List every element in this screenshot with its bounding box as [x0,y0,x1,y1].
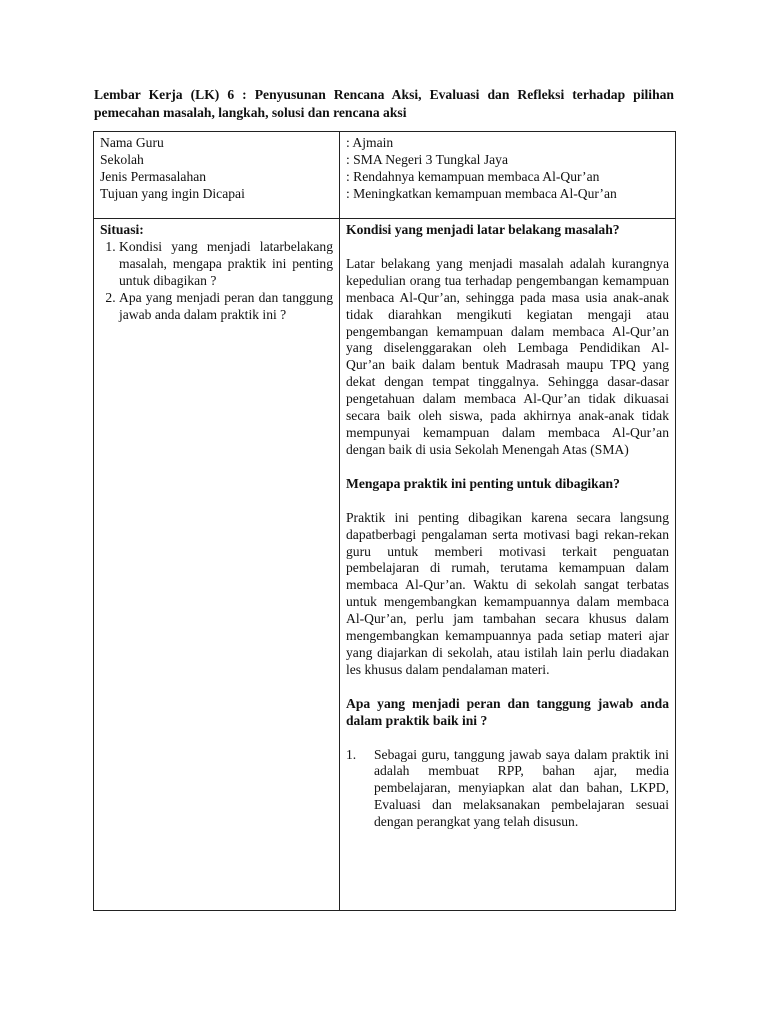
situation-item: 1. Kondisi yang menjadi latarbelakang masalah, mengapa praktik ini penting untuk dibagikan ? [119,239,333,290]
q3-heading: Apa yang menjadi peran dan tanggung jawab anda dalam praktik baik ini ? [346,695,669,728]
situation-item: 2. Apa yang menjadi peran dan tanggung jawab anda dalam praktik ini ? [119,290,333,324]
value-sekolah: : SMA Negeri 3 Tungkal Jaya [346,151,508,167]
q2-heading: Mengapa praktik ini penting untuk dibagikan? [346,475,620,491]
value-tujuan: : Meningkatkan kemampuan membaca Al-Qur’an [346,185,617,201]
value-jenis-permasalahan: : Rendahnya kemampuan membaca Al-Qur’an [346,168,600,184]
label-jenis-permasalahan: Jenis Permasalahan [100,168,207,184]
situation-list [100,239,333,324]
value-nama-guru: : Ajmain [346,135,394,150]
identity-row [94,132,676,219]
situation-cell [94,219,340,911]
worksheet-title: Lembar Kerja (LK) 6 : Penyusunan Rencana Aksi, Evaluasi dan Refleksi terhadap pilihan pemecahan masalah, langkah, solusi dan rencana aksi [94,87,674,120]
q1-heading: Kondisi yang menjadi latar belakang masalah? [346,222,620,237]
q2-answer: Praktik ini penting dibagikan karena secara langsung dapatberbagi pengalaman serta motivasi bagi rekan-rekan guru untuk memberi motivasi terkait penguatan pembelajaran di rumah, terutama kemampuan dalam membaca Al-Qur’an. Waktu di sekolah sangat terbatas untuk mengembangkan kemampuannya dalam membaca Al-Qur’an, perlu jam tambahan secara khusus dalam mengembangkan kemampuannya pada setiap materi ajar yang diajarkan di sekolah, atau istilah lain perlu diadakan les khusus dalam pendalaman materi. [346,509,669,677]
q3-list-item [346,747,669,832]
q3-item-text: Sebagai guru, tanggung jawab saya dalam praktik ini adalah membuat RPP, bahan ajar, media pembelajaran, menyiapkan alat dan bahan, LKPD, Evaluasi dan melaksanakan pembelajaran sesuai dengan perangkat yang telah disusun. [374,746,669,830]
label-sekolah: Sekolah [100,151,144,167]
identity-labels-cell [94,132,340,219]
label-nama-guru: Nama Guru [100,135,164,150]
q1-answer: Latar belakang yang menjadi masalah adalah kurangnya kepedulian orang tua terhadap pengembangan kemampuan menbaca Al-Qur’an, sehingga pada masa usia anak-anak tidak diarahkan mengikuti kegiatan mengaji atau pengembangan kemampuan dalam membaca Al-Qur’an yang diselenggarakan oleh Lembaga Pendidikan Al-Qur’an baik dalam bentuk Madrasah maupu TPQ yang dekat dengan tempat tinggalnya. Sehingga dasar-dasar pengetahuan dalam membaca Al-Qur’an tidak dikuasai secara baik oleh siswa, pada akhirnya anak-anak tidak mempunyai kemampuan dalam membaca Al-Qur’an dengan baik di usia Sekolah Menengah Atas (SMA) [346,255,669,457]
worksheet-table [93,131,676,911]
identity-values-cell [340,132,676,219]
label-tujuan: Tujuan yang ingin Dicapai [100,185,245,201]
q3-item-number: 1. [346,746,357,762]
situation-row [94,219,676,911]
answer-cell [340,219,676,911]
situation-heading: Situasi: [100,222,144,237]
